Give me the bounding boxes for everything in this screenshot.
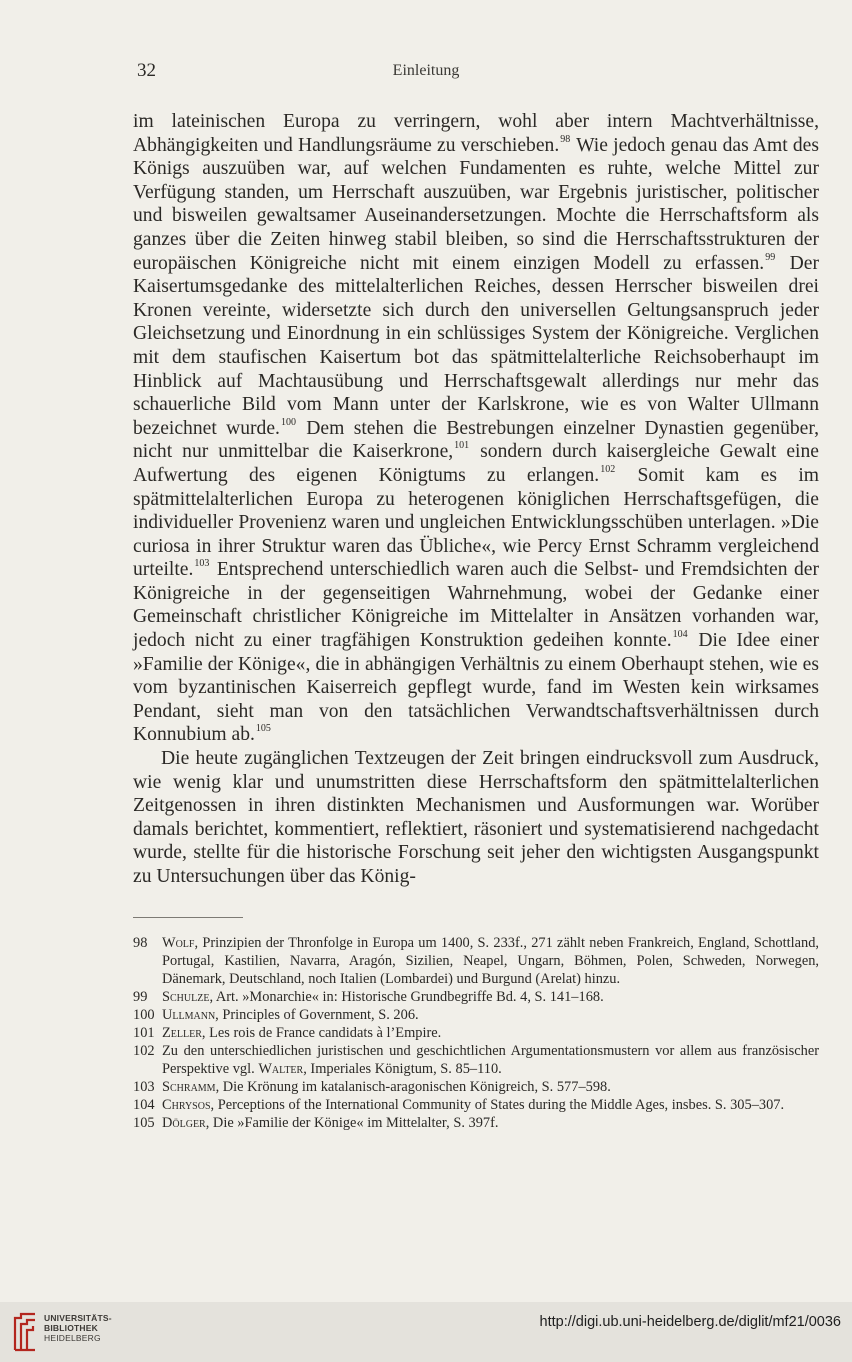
- footnote-author: Schramm: [162, 1079, 216, 1095]
- footnote-number: 102: [133, 1043, 155, 1059]
- footnote-author: Zeller: [162, 1025, 202, 1041]
- paragraph-1: [133, 110, 819, 747]
- footnote-ref-102[interactable]: 102: [600, 463, 616, 475]
- text-run: sondern durch kaisergleiche Gewalt eine Aufwertung des eigenen Königtums zu erlangen.: [133, 441, 819, 486]
- footnote-text: , Die »Familie der Könige« im Mittelalter, S. 397f.: [205, 1115, 499, 1131]
- footnote: [133, 1042, 819, 1078]
- footnote-text: , Principles of Government, S. 206.: [215, 1007, 419, 1023]
- footnote-author: Chrysos: [162, 1097, 211, 1113]
- footnote-divider: [133, 917, 243, 918]
- text-run: Der Kaisertumsgedanke des mittelalterlichen Reiches, dessen Herrscher bisweilen drei Kronen vereinte, widersetzte sich durch den universellen Geltungsanspruch jeder Gleichsetzung und Einordnung in ein schlüssiges System der Königreiche. Verglichen mit dem staufischen Kaisertum bot das spätmittelalterliche Reichsoberhaupt im Hinblick auf Machtausübung und Herrschaftsgewalt allerdings nur mehr das schauerliche Bild vom Mann unter der Karlskrone, wie es von Walter Ullmann bezeichnet wurde.: [133, 252, 819, 439]
- paragraph-2: Die heute zugänglichen Textzeugen der Zeit bringen eindrucksvoll zum Ausdruck, wie wenig klar und unumstritten diese Herrschaftsform den spätmittelalterlichen Zeitgenossen in ihren distinkten Mechanismen und Ausformungen war. Worüber damals berichtet, kommentiert, reflektiert, räsoniert und systematisierend nachgedacht wurde, stellte für die historische Forschung seit jeher den wichtigsten Ausgangspunkt zu Untersuchungen über das König-: [133, 748, 819, 887]
- footnote: [133, 1114, 819, 1132]
- page-number: 32: [137, 60, 156, 81]
- footnote-author: Ullmann: [162, 1007, 216, 1023]
- footnote-number: 100: [133, 1007, 155, 1023]
- footnote-number: 98: [133, 935, 148, 951]
- text-run: Dem stehen die Bestrebungen einzelner Dynastien gegenüber, nicht nur unmittelbar die Kaiserkrone,: [133, 417, 819, 463]
- footnote: [133, 1006, 819, 1024]
- logo-line: UNIVERSITÄTS-: [44, 1313, 112, 1323]
- running-head: Einleitung: [392, 62, 460, 79]
- footnote-ref-105[interactable]: 105: [255, 723, 271, 735]
- footnote-author: Wolf: [162, 935, 195, 951]
- footnote-text: Zu den unterschiedlichen juristischen und geschichtlichen Argumentationsmustern vor allem aus französischer Perspektive vgl.: [162, 1043, 819, 1077]
- footnote-number: 101: [133, 1025, 155, 1041]
- footnote-text: , Die Krönung im katalanisch-aragonischen Königreich, S. 577–598.: [215, 1079, 611, 1095]
- footnote: [133, 1024, 819, 1042]
- footnote-ref-103[interactable]: 103: [194, 558, 210, 570]
- footnote-number: 104: [133, 1097, 155, 1113]
- footnote-ref-99[interactable]: 99: [765, 251, 776, 263]
- footnote: [133, 1078, 819, 1096]
- footnote-text: , Imperiales Königtum, S. 85–110.: [303, 1061, 502, 1077]
- text-run: Somit kam es im spätmittelalterlichen Europa zu heterogenen königlichen Herrschaftsgefügen, die individueller Provenienz waren und ungleichen Entwicklungsschüben unterlagen. »Die curiosa in ihrer Struktur waren das Übliche«, wie Percy Ernst Schramm vergleichend urteilte.: [133, 464, 819, 581]
- logo-line: BIBLIOTHEK: [44, 1323, 98, 1333]
- footnote-author: Dölger: [162, 1115, 206, 1131]
- footnote-number: 105: [133, 1115, 155, 1131]
- footnote: [133, 934, 819, 988]
- library-logo-text: [44, 1313, 112, 1343]
- footnote-text: , Les rois de France candidats à l’Empire.: [201, 1025, 442, 1041]
- main-text: [133, 110, 819, 889]
- footnotes: [133, 934, 819, 1132]
- text-run: Die Idee einer »Familie der Könige«, die in abhängigen Verhältnis zu einem Oberhaupt stehen, wie es vom byzantinischen Kaiserreich gepflegt wurde, fand im Westen kein wirksames Pendant, sieht man von den tatsächlichen Verwandtschaftsverhältnissen durch Konnubium ab.: [133, 630, 819, 746]
- footnote-number: 99: [133, 989, 148, 1005]
- library-logo-icon[interactable]: [11, 1310, 39, 1354]
- footnote: [133, 988, 819, 1006]
- footnote-text: , Perceptions of the International Community of States during the Middle Ages, insbes. S. 305–307.: [210, 1097, 785, 1113]
- footnote: [133, 1096, 819, 1114]
- footnote-ref-98[interactable]: 98: [560, 133, 571, 145]
- viewer-footer: [0, 1302, 852, 1362]
- text-run: Entsprechend unterschiedlich waren auch die Selbst- und Fremdsichten der Königreiche in der gegenseitigen Wahrnehmung, wobei der Gedanke einer Gemeinschaft christlicher Königreiche im Mittelalter in Ansätzen vorhanden war, jedoch nicht zu einer tragfähigen Konstruktion gedeihen konnte.: [133, 559, 819, 652]
- footnote-ref-101[interactable]: 101: [454, 440, 470, 452]
- permalink-url[interactable]: http://digi.ub.uni-heidelberg.de/diglit/mf21/0036: [539, 1314, 841, 1330]
- footnote-text: , Prinzipien der Thronfolge in Europa um 1400, S. 233f., 271 zählt neben Frankreich, England, Schottland, Portugal, Kastilien, Navarra, Aragón, Sizilien, Neapel, Ungarn, Böhmen, Polen, Schweden, Norwegen, Dänemark, Deutschland, noch Italien (Lombardei) und Burgund (Arelat) hinzu.: [162, 935, 819, 987]
- text-run: im lateinischen Europa zu verringern, wohl aber intern Machtverhältnisse, Abhängigkeiten und Handlungsräume zu verschieben.: [133, 111, 819, 156]
- footnote-author: Walter: [258, 1061, 304, 1077]
- footnote-number: 103: [133, 1079, 155, 1095]
- text-run: Wie jedoch genau das Amt des Königs auszuüben war, auf welchen Fundamenten es ruhte, welche Mittel zur Verfügung standen, um Herrschaft auszuüben, war Ergebnis juristischer, politischer und bisweilen gewaltsamer Auseinandersetzungen. Mochte die Herrschaftsform als ganzes über die Zeiten hinweg stabil bleiben, so sind die Herrschaftsstrukturen der europäischen Königreiche nicht mit einem einzigen Modell zu erfassen.: [133, 134, 820, 274]
- logo-line: HEIDELBERG: [44, 1333, 101, 1343]
- footnote-ref-104[interactable]: 104: [672, 629, 688, 641]
- footnote-author: Schulze: [162, 989, 210, 1005]
- footnote-text: , Art. »Monarchie« in: Historische Grundbegriffe Bd. 4, S. 141–168.: [209, 989, 604, 1005]
- footnote-ref-100[interactable]: 100: [280, 416, 296, 428]
